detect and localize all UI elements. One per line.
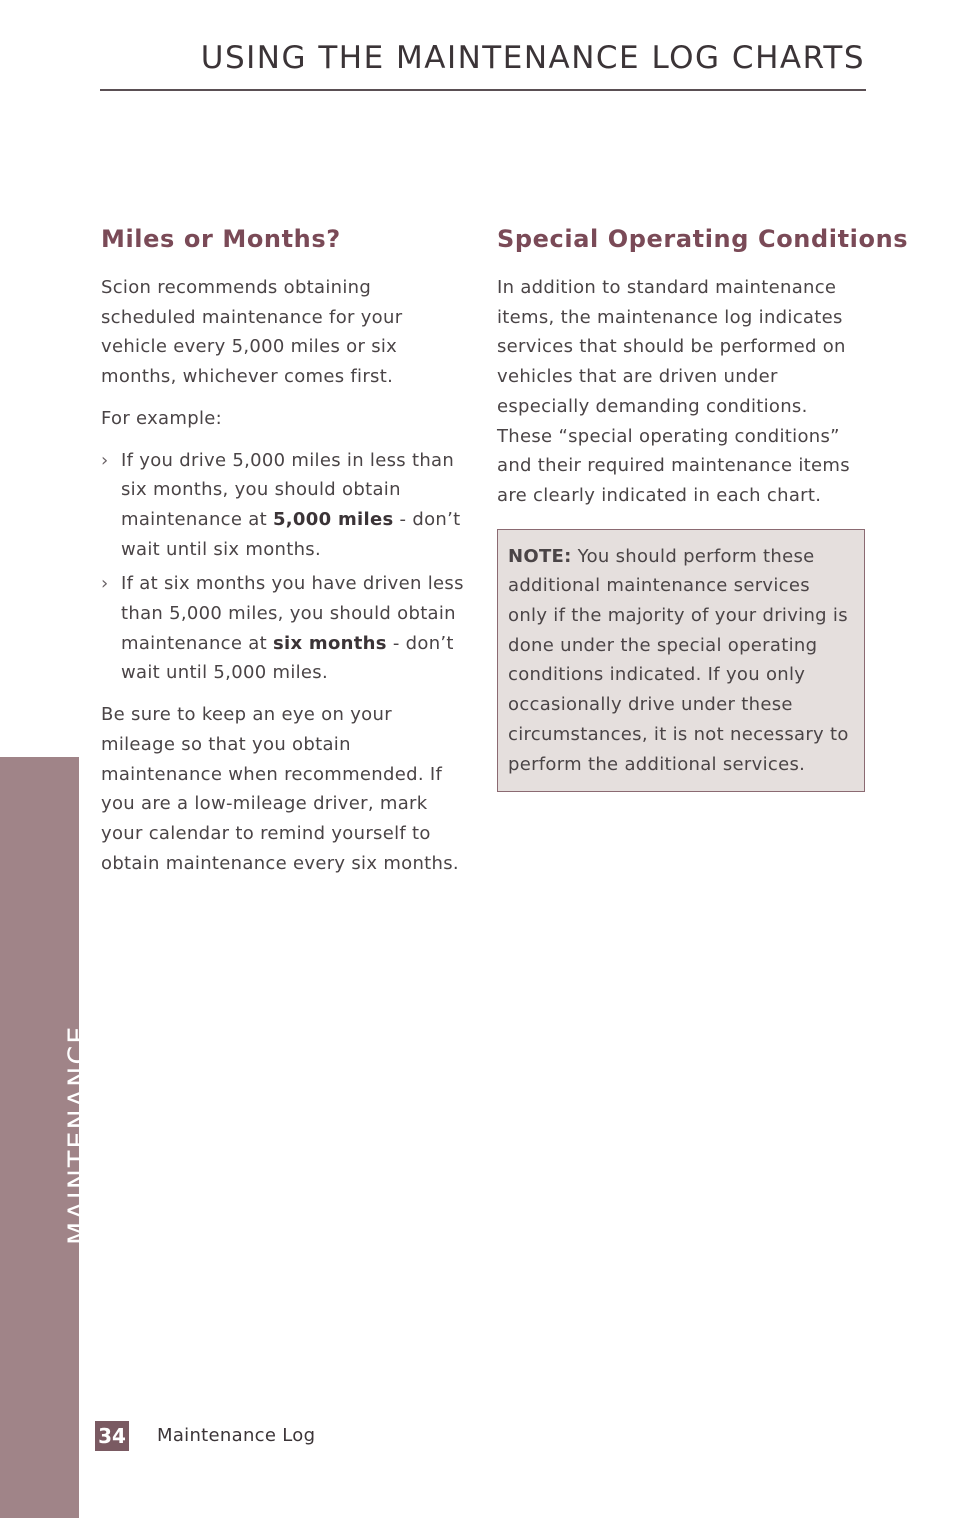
note-box bbox=[497, 529, 865, 793]
page-title: USING THE MAINTENANCE LOG CHARTS bbox=[200, 40, 865, 76]
page-number-badge: 34 bbox=[95, 1421, 129, 1451]
title-divider bbox=[100, 89, 866, 91]
note-paragraph bbox=[508, 542, 852, 780]
list-item bbox=[101, 569, 471, 688]
bullet-text-end: - don’t wait until 5,000 miles. bbox=[121, 632, 454, 684]
special-conditions-intro: In addition to standard maintenance items, the maintenance log indicates services that should be performed on vehicles that are driven under especially demanding conditions. These “special operating conditions” and their required maintenance items are clearly indicated in each chart. bbox=[497, 277, 850, 506]
mileage-reminder-paragraph: Be sure to keep an eye on your mileage so that you obtain maintenance when recommended. If you are a low-mileage driver, mark your calendar to remind yourself to obtain maintenance every six months. bbox=[101, 704, 459, 874]
note-label: NOTE: bbox=[508, 545, 572, 567]
footer-label: Maintenance Log bbox=[157, 1425, 316, 1446]
list-item bbox=[101, 446, 471, 565]
bullet-emphasis: six months bbox=[272, 632, 387, 654]
special-conditions-section bbox=[497, 222, 909, 792]
bullet-text-end: - don’t wait until six months. bbox=[121, 508, 461, 560]
example-list bbox=[101, 446, 471, 689]
miles-or-months-intro: Scion recommends obtaining scheduled maintenance for your vehicle every 5,000 miles or six months, whichever comes first. bbox=[101, 277, 403, 388]
note-text: You should perform these additional maintenance services only if the majority of your driving is done under the special operating conditions indicated. If you only occasionally drive under these circumstances, it is not necessary to perform the additional services. bbox=[508, 545, 849, 775]
chevron-right-icon: › bbox=[101, 449, 109, 471]
example-label: For example: bbox=[101, 407, 222, 429]
chevron-right-icon: › bbox=[101, 573, 109, 595]
special-conditions-heading: Special Operating Conditions bbox=[497, 225, 909, 253]
bullet-emphasis: 5,000 miles bbox=[272, 508, 394, 530]
side-tab-label: MAINTENANCE bbox=[63, 1024, 94, 1245]
miles-or-months-heading: Miles or Months? bbox=[101, 225, 341, 253]
miles-or-months-section bbox=[101, 222, 471, 890]
bullet-text: If at six months you have driven less than 5,000 miles, you should obtain maintenance at bbox=[121, 573, 464, 654]
bullet-text: If you drive 5,000 miles in less than six months, you should obtain maintenance at bbox=[121, 449, 455, 530]
